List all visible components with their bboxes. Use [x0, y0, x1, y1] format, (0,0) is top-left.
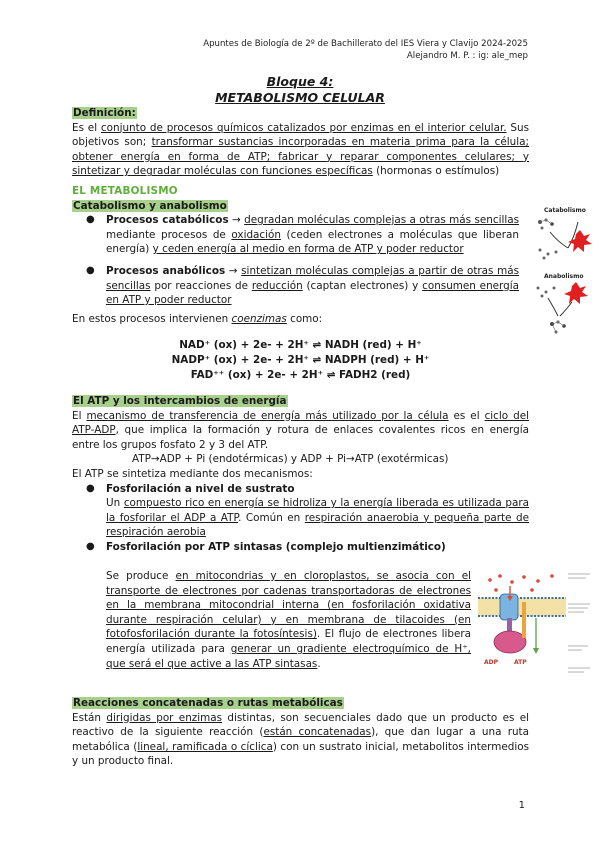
bullet-dot: ● — [86, 482, 95, 494]
molecule-cluster-icon — [537, 287, 556, 298]
mechanism-label: Fosforilación por ATP sintasas (complejo multienzimático) — [106, 540, 446, 553]
underlined-text: consumen energía en ATP y poder reductor — [106, 279, 519, 307]
mechanism-atp-synthase — [72, 540, 529, 555]
text: ) con un sustrato inicial, metabolitos intermedios y un producto final. — [72, 740, 530, 768]
text: (ceden electrones a moléculas que liberan energía) — [106, 228, 519, 256]
text: . Común en — [238, 511, 305, 524]
underlined-text: degradan moléculas complejas a otras más sencillas — [244, 214, 520, 227]
proton-dots-icon — [488, 574, 554, 592]
equation-nadp: NADP⁺ (ox) + 2e- + 2H⁺ ⇌ NADPH (red) + H⁺ — [171, 353, 430, 366]
text: , que implica la formación y rotura de enlaces covalentes ricos en energía entre los grupos fosfato 2 y 3 del ATP. — [72, 424, 529, 451]
figure-label-catabolism: Catabolismo — [544, 207, 586, 214]
page-header — [203, 38, 528, 62]
text: (captan electrones) y — [302, 279, 423, 292]
underlined-text: oxidación — [231, 228, 281, 241]
arrowhead-icon — [533, 648, 539, 654]
reaction-arrow-icon — [548, 298, 558, 316]
catabolism-anabolism-figure — [528, 198, 596, 348]
text: En estos procesos intervienen — [72, 312, 232, 325]
metabolism-heading: EL METABOLISMO — [72, 185, 178, 197]
underlined-text: dirigidas por enzimas — [106, 711, 223, 724]
text: ), que dan lugar a una ruta metabólica ( — [72, 726, 529, 753]
header-line-author: Alejandro M. P. : ig: ale_mep — [406, 51, 528, 61]
equation-nad: NAD⁺ (ox) + 2e- + 2H⁺ ⇌ NADH (red) + H⁺ — [179, 339, 422, 351]
atp-label-icon: ATP — [514, 659, 527, 666]
molecule-cluster-icon — [550, 320, 566, 333]
text: como: — [286, 312, 323, 325]
definition-text: Sus objetivos son; — [72, 121, 529, 149]
text: distintas, son secuenciales dado que un producto es el reactivo de la siguiente reacción ( — [72, 711, 530, 739]
atp-reaction: ATP→ADP + Pi (endotérmicas) y ADP + Pi→ATP (exotérmicas) — [132, 453, 449, 466]
underlined-text: reducción — [251, 279, 303, 292]
header-line-course: Apuntes de Biología de 2º de Bachillerato del IES Viera y Clavijo 2024-2025 — [203, 39, 528, 49]
definition-objectives: transformar sustancias incorporadas en materia prima para la célula; obtener energía en forma de ATP; fabricar y reparar componentes celulares; y sintetizar y degradar moléculas con funciones específicas — [72, 136, 529, 178]
figure-label-anabolism: Anabolismo — [544, 273, 584, 280]
underlined-text: generar un gradiente electroquímico de H⁺, que será el que active a las ATP sintasas — [106, 642, 471, 670]
underlined-text: compuesto rico en energía se hidroliza y la energía liberada es utilizada para la fosforilar el ADP a ATP — [106, 497, 529, 524]
catabolic-label: Procesos catabólicos — [106, 214, 229, 227]
energy-burst-icon — [568, 230, 592, 252]
adp-label-icon: ADP — [484, 659, 499, 666]
text: mediante procesos de — [106, 228, 232, 241]
text: El — [72, 409, 87, 422]
definition-text: (hormonas o estímulos) — [372, 165, 500, 178]
definition-text: Es el — [72, 121, 101, 134]
bullet-dot: ● — [86, 264, 95, 276]
arrow: → — [228, 214, 245, 227]
underlined-text: sintetizan moléculas complejas a partir de otras más sencillas — [106, 264, 520, 292]
reaction-arrow-icon — [550, 232, 568, 248]
atp-heading: El ATP y los intercambios de energía — [73, 395, 287, 407]
mechanism-substrate — [72, 482, 529, 497]
block-title: Bloque 4: — [266, 74, 334, 89]
page-number: 1 — [518, 800, 525, 811]
molecule-cluster-icon — [539, 249, 558, 260]
pathways-heading: Reacciones concatenadas o rutas metabólicas — [73, 697, 343, 709]
figure-annotation-lines-icon — [568, 574, 590, 672]
underlined-text: y ceden energía al medio en forma de ATP y poder reductor — [152, 243, 464, 256]
mechanism-label: Fosforilación a nivel de sustrato — [106, 482, 295, 495]
text: Un — [106, 497, 124, 510]
anabolic-bullet — [72, 264, 519, 308]
catabolic-bullet — [72, 213, 519, 257]
bullet-dot: ● — [86, 540, 95, 552]
text: Se produce — [106, 570, 176, 582]
underlined-text: mecanismo de transferencia de energía más utilizado por la célula — [86, 409, 449, 422]
cat-ana-heading: Catabolismo y anabolismo — [73, 199, 227, 212]
section-title: METABOLISMO CELULAR — [215, 90, 385, 105]
underlined-text: ciclo del ATP-ADP — [72, 409, 529, 437]
text: . — [317, 657, 321, 670]
text: . El flujo de electrones libera energía utilizada para — [106, 628, 471, 655]
reaction-arrow-icon — [560, 302, 572, 316]
arrow: → — [225, 264, 242, 277]
underlined-text: en mitocondrias y en cloroplastos, se asocia con el transporte de electrones por cadenas transportadoras de electrones en la membrana mitocondrial interna (en fosforilación oxidativa durante respiración celular) y en membrana de tilacoides (en fotofosforilación durante la fotosíntesis) — [106, 570, 471, 641]
definition-heading: Definición: — [73, 107, 136, 119]
coenzyme-equations — [72, 338, 529, 382]
definition-section — [72, 106, 529, 179]
text: es el — [448, 409, 485, 422]
underlined-text: respiración anaerobia y pequeña parte de respiración aerobia — [106, 511, 529, 539]
text: por reacciones de — [150, 279, 252, 292]
atp-section — [72, 394, 529, 555]
mechanism-atp-synthase-desc — [106, 569, 471, 671]
anabolic-label: Procesos anabólicos — [106, 264, 226, 277]
atp-mechanisms-intro: El ATP se sintetiza mediante dos mecanismos: — [72, 467, 313, 480]
atp-synthase-figure — [478, 568, 594, 688]
mechanism-substrate-desc — [72, 496, 529, 540]
bullet-dot: ● — [86, 214, 95, 226]
molecule-cluster-icon — [538, 218, 554, 229]
underlined-text: lineal, ramificada o cíclica — [137, 740, 273, 753]
definition-underlined: conjunto de procesos químicos catalizados por enzimas en el interior celular. — [100, 121, 507, 134]
text: Están — [72, 711, 107, 724]
underlined-text: están concatenadas — [263, 726, 372, 739]
equation-fad: FAD⁺⁺ (ox) + 2e- + 2H⁺ ⇌ FADH2 (red) — [190, 368, 411, 381]
metabolism-section — [72, 184, 519, 326]
energy-burst-icon — [564, 282, 588, 304]
coenzymes-term: coenzimas — [231, 312, 287, 325]
pathways-section — [72, 696, 529, 769]
